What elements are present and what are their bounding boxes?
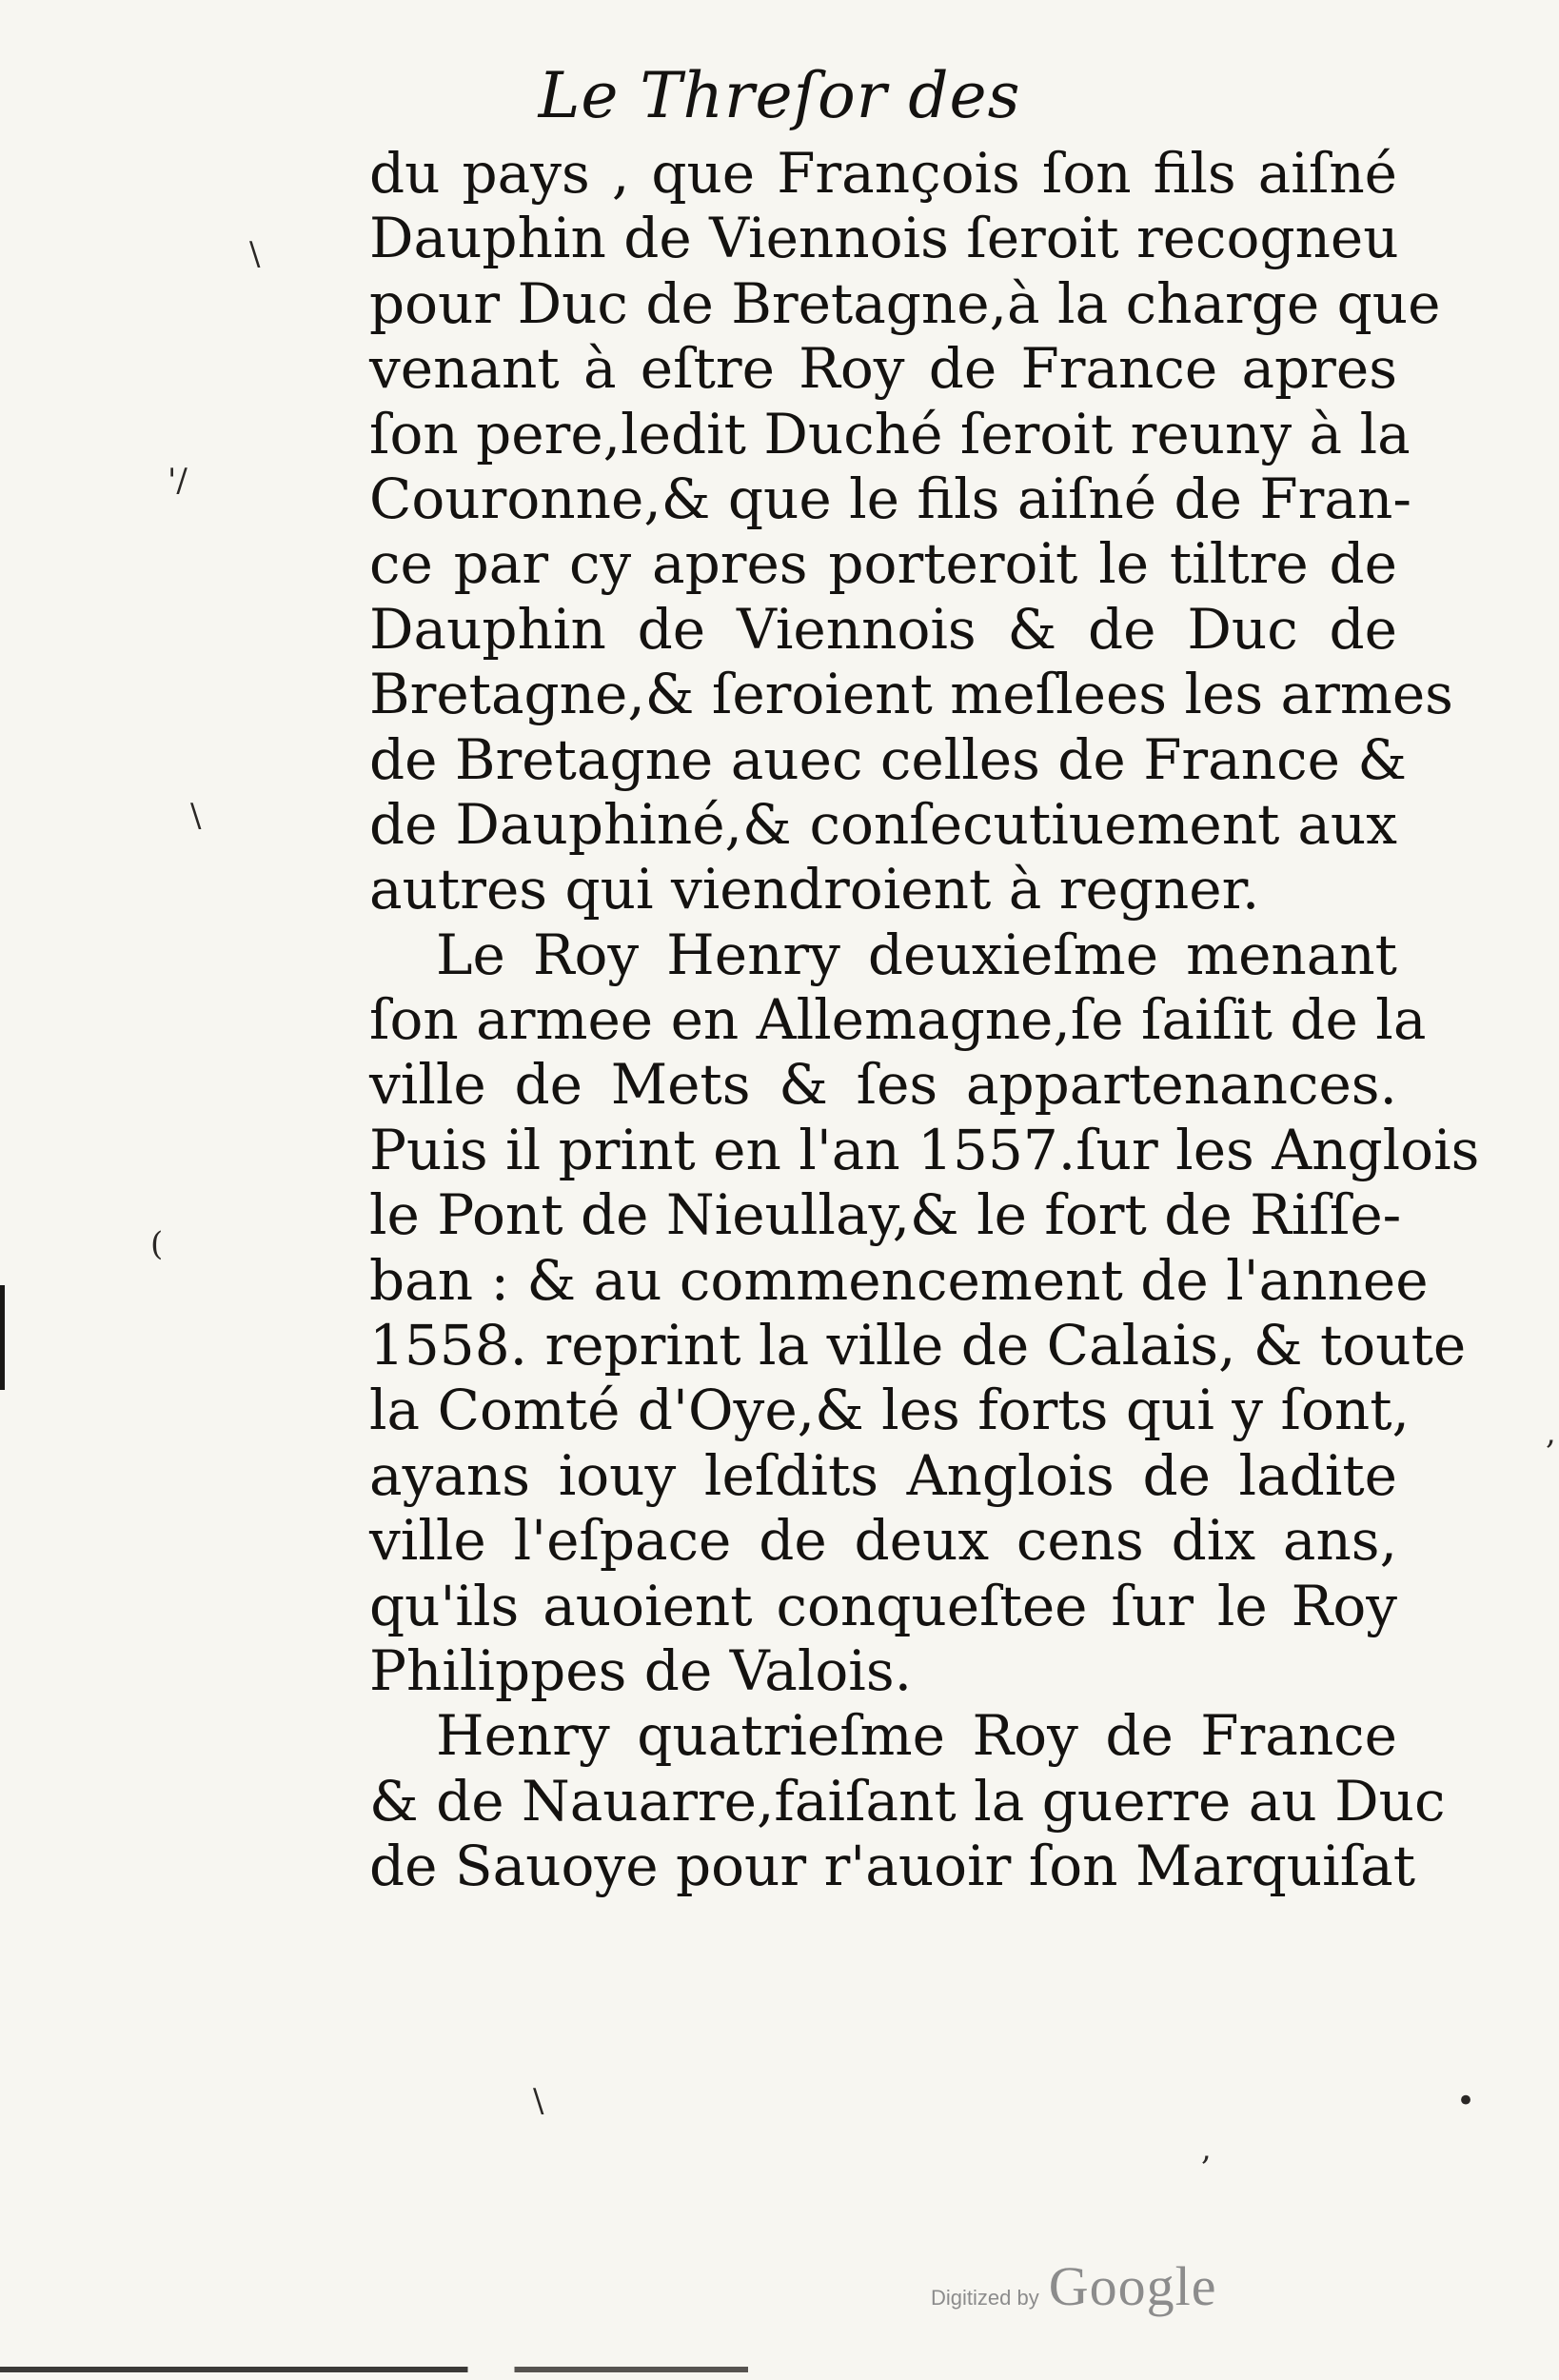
margin-mark: • xyxy=(1456,2082,1476,2120)
text-line: le Pont de Nieullay,& le fort de Riſſe- xyxy=(369,1182,1402,1248)
text-line: Philippes de Valois. xyxy=(369,1637,913,1703)
text-line: autres qui viendroient à regner. xyxy=(369,857,1260,922)
margin-mark: , xyxy=(1546,1414,1556,1452)
margin-mark: \ xyxy=(249,235,261,273)
watermark-small-text: Digitized by xyxy=(931,2286,1039,2310)
text-line: qu'ils auoient conqueſtee ſur le Roy xyxy=(369,1573,1397,1638)
text-line: ſon pere,ledit Duché ſeroit reuny à la xyxy=(369,401,1411,466)
text-line: la Comté d'Oye,& les forts qui y ſont, xyxy=(369,1378,1410,1443)
text-line: ban : & au commencement de l'annee xyxy=(369,1247,1429,1313)
paragraph-start-line: Henry quatrieſme Roy de France xyxy=(436,1703,1397,1769)
margin-mark: ( xyxy=(150,1225,164,1263)
text-line: ſon armee en Allemagne,ſe ſaiſit de la xyxy=(369,987,1427,1053)
text-line: Bretagne,& ſeroient meſlees les armes xyxy=(369,662,1453,727)
margin-mark: \ xyxy=(190,797,202,835)
bottom-edge-rule xyxy=(0,2367,1559,2372)
margin-mark: '/ xyxy=(168,462,187,500)
text-line: venant à eſtre Roy de France apres xyxy=(369,336,1397,402)
text-line: de Bretagne auec celles de France & xyxy=(369,726,1407,792)
text-line: & de Nauarre,faiſant la guerre au Duc xyxy=(369,1768,1446,1834)
page-edge-shadow xyxy=(0,1285,5,1390)
watermark-logo-text: Google xyxy=(1048,2255,1217,2317)
margin-mark: \ xyxy=(533,2082,544,2120)
text-line: Couronne,& que le fils aiſné de Fran- xyxy=(369,466,1411,531)
digitized-watermark xyxy=(931,2254,1216,2318)
body-text xyxy=(369,141,1480,1899)
running-head: Le Threſor des xyxy=(538,59,1021,132)
text-line: ville l'eſpace de deux cens dix ans, xyxy=(369,1508,1397,1574)
text-line: Puis il print en l'an 1557.ſur les Anglois xyxy=(369,1117,1480,1182)
text-line: du pays , que François ſon fils aiſné xyxy=(369,141,1397,206)
text-line: ayans iouy leſdits Anglois de ladite xyxy=(369,1442,1397,1508)
text-line: 1558. reprint la ville de Calais, & toute xyxy=(369,1313,1467,1378)
text-line: pour Duc de Bretagne,à la charge que xyxy=(369,270,1441,336)
paragraph-start-line: Le Roy Henry deuxieſme menant xyxy=(436,922,1397,987)
text-line: de Sauoye pour r'auoir ſon Marquiſat xyxy=(369,1834,1416,1899)
text-line: Dauphin de Viennois & de Duc de xyxy=(369,596,1397,662)
margin-mark: , xyxy=(1201,2130,1212,2168)
text-line: Dauphin de Viennois ſeroit recogneu xyxy=(369,206,1399,271)
text-line: de Dauphiné,& conſecutiuement aux xyxy=(369,791,1397,857)
text-line: ce par cy apres porteroit le tiltre de xyxy=(369,531,1397,597)
text-line: ville de Mets & ſes appartenances. xyxy=(369,1052,1397,1118)
